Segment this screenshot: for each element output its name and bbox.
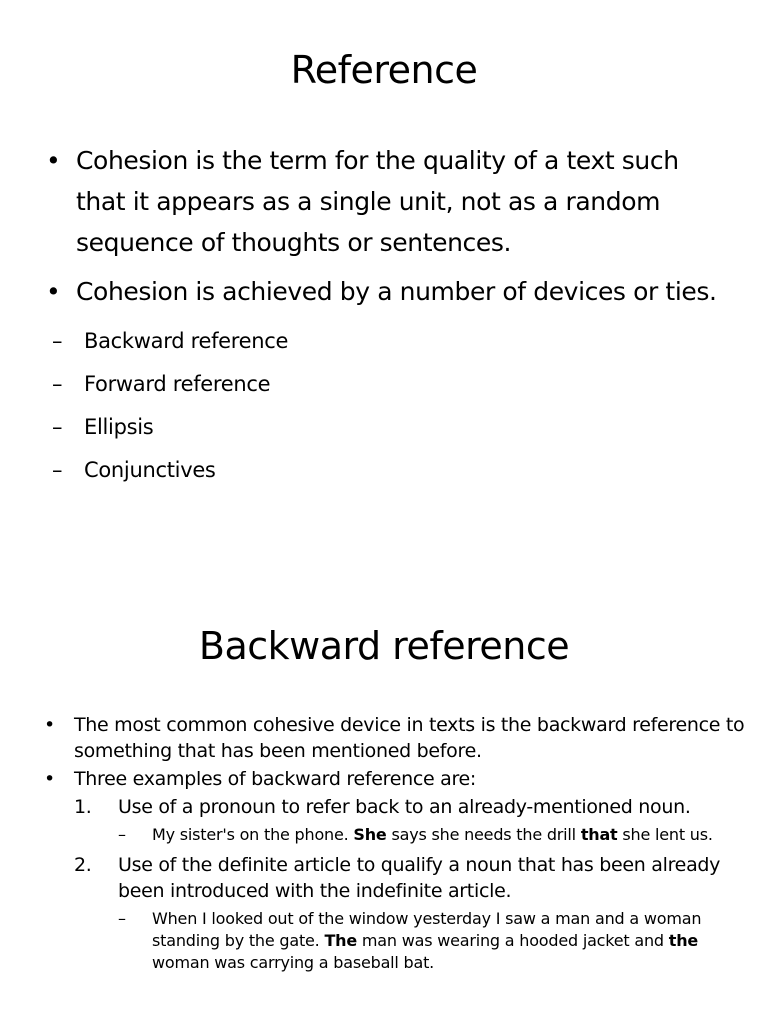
bullet-most-common-device: • The most common cohesive device in texts is the backward reference to something that has been mentioned before. — [44, 712, 754, 764]
slide-title: Backward reference — [198, 624, 570, 668]
sub-list-container — [44, 320, 724, 492]
item-number: 2. — [74, 854, 92, 876]
example-bold-she: She — [353, 825, 387, 844]
slide-backward-reference — [0, 576, 768, 1024]
device-sub-list — [44, 320, 724, 492]
bullet-cohesion-definition: • Cohesion is the term for the quality of a text such that it appears as a single unit, not as a random sequence of thoughts or sentences. — [44, 140, 724, 263]
example-text: When I looked out of the window yesterday I saw a man and a woman standing by the gate. — [152, 909, 702, 950]
bullet-three-examples: • Three examples of backward reference are: — [44, 766, 754, 792]
example-bold-the: The — [324, 931, 358, 950]
sub-item-backward-reference: – Backward reference — [52, 320, 724, 363]
numbered-item-definite-article — [44, 852, 754, 904]
item-number: 1. — [74, 796, 92, 818]
slide-title: Reference — [290, 48, 478, 92]
bullet-cohesion-devices — [44, 271, 724, 312]
example-bold-that: that — [580, 825, 618, 844]
bullet-list — [44, 712, 754, 980]
numbered-item-pronoun — [44, 794, 754, 820]
example-definite-article — [44, 908, 754, 974]
sub-item-ellipsis: – Ellipsis — [52, 406, 724, 449]
example-text: My sister's on the phone. — [152, 825, 354, 844]
bullet-text: Cohesion is achieved by a number of devices or ties. — [76, 277, 717, 306]
example-text: man was wearing a hooded jacket and — [357, 931, 669, 950]
example-pronoun — [44, 824, 754, 846]
item-text: Use of a pronoun to refer back to an already-mentioned noun. — [118, 796, 691, 818]
sub-item-conjunctives: – Conjunctives — [52, 449, 724, 492]
bullet-list — [44, 140, 724, 492]
example-text: she lent us. — [617, 825, 713, 844]
item-text: Use of the definite article to qualify a noun that has been already been introduced with the indefinite article. — [118, 854, 721, 902]
example-text: says she needs the drill — [386, 825, 581, 844]
example-text: woman was carrying a baseball bat. — [152, 953, 435, 972]
example-bold-the-2: the — [668, 931, 699, 950]
sub-item-forward-reference: – Forward reference — [52, 363, 724, 406]
